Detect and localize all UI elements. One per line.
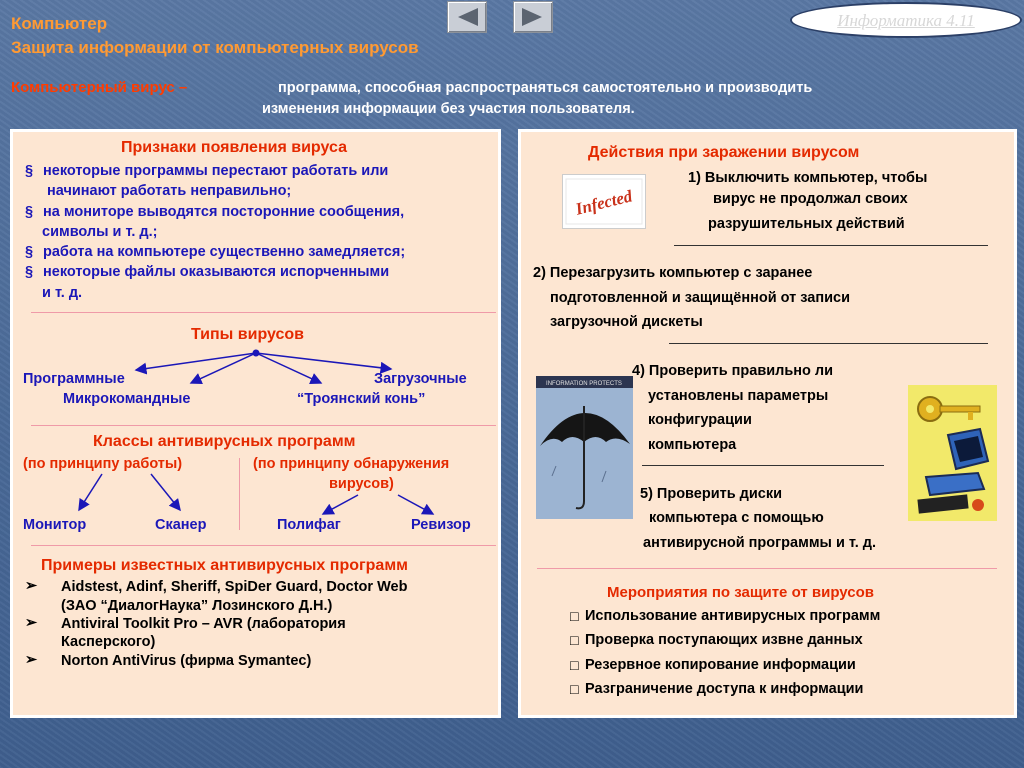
- arrow-bullet-icon: ➢: [25, 578, 38, 594]
- divider: [669, 343, 988, 344]
- list-item: некоторые файлы оказываются испорченными: [43, 264, 390, 280]
- action-step: компьютера с помощью: [649, 510, 824, 526]
- divider: [31, 425, 496, 426]
- action-step: 5) Проверить диски: [640, 486, 783, 502]
- classes-by-detection: вирусов): [329, 476, 394, 492]
- security-clipart: [908, 385, 997, 521]
- class-item: Полифаг: [277, 517, 341, 533]
- definition-term: Компьютерный вирус –: [11, 79, 188, 96]
- slide-title: Защита информации от компьютерных вирусов: [11, 38, 419, 57]
- type-item: Загрузочные: [374, 371, 467, 387]
- example-item: Norton AntiVirus (фирма Symantec): [61, 653, 312, 669]
- right-panel: [520, 131, 1015, 716]
- protection-item: Проверка поступающих извне данных: [585, 632, 863, 648]
- list-item: символы и т. д.;: [42, 224, 158, 240]
- bullet: §: [25, 264, 34, 280]
- list-item: работа на компьютере существенно замедляется;: [43, 244, 406, 260]
- type-item: Программные: [23, 371, 125, 387]
- class-item: Сканер: [155, 517, 207, 533]
- example-item: (ЗАО “ДиалогНаука” Лозинского Д.Н.): [61, 598, 333, 614]
- arrow-right-icon: [520, 6, 546, 28]
- protection-item: Резервное копирование информации: [585, 657, 856, 673]
- infected-image: [562, 174, 646, 229]
- classes-by-work: (по принципу работы): [23, 456, 183, 472]
- umbrella-image: [536, 376, 633, 519]
- action-step: подготовленной и защищённой от записи: [550, 290, 851, 306]
- example-item: Aidstest, Adinf, Sheriff, SpiDer Guard, Doctor Web: [61, 579, 408, 595]
- classes-arrows: [13, 470, 498, 520]
- definition-text: изменения информации без участия пользователя.: [262, 101, 635, 117]
- infected-stamp-icon: [563, 175, 645, 228]
- subject-badge[interactable]: [790, 2, 1022, 38]
- action-step: конфигурации: [648, 412, 752, 428]
- type-item: Микрокомандные: [63, 391, 191, 407]
- action-step: 1) Выключить компьютер, чтобы: [688, 170, 928, 186]
- example-item: Antiviral Toolkit Pro – AVR (лаборатория: [61, 616, 346, 632]
- bullet: §: [25, 204, 34, 220]
- key-computer-icon: [908, 385, 997, 521]
- action-step: разрушительных действий: [708, 216, 905, 232]
- svg-text:Infected: Infected: [573, 186, 635, 219]
- checkbox-icon: □: [570, 682, 579, 698]
- examples-title: Примеры известных антивирусных программ: [41, 557, 408, 574]
- next-slide-button[interactable]: [513, 1, 553, 33]
- list-item: и т. д.: [42, 285, 83, 301]
- signs-title: Признаки появления вируса: [121, 139, 347, 156]
- classes-by-detection: (по принципу обнаружения: [253, 456, 450, 472]
- list-item: на мониторе выводятся посторонние сообщения,: [43, 204, 405, 220]
- list-item: некоторые программы перестают работать или: [43, 163, 389, 179]
- example-item: Касперского): [61, 634, 156, 650]
- divider: [674, 245, 988, 246]
- action-step: установлены параметры: [648, 388, 829, 404]
- umbrella-icon: [536, 376, 633, 519]
- class-item: Ревизор: [411, 517, 471, 533]
- action-step: антивирусной программы и т. д.: [643, 535, 877, 551]
- action-step: 2) Перезагрузить компьютер с заранее: [533, 265, 813, 281]
- protection-item: Использование антивирусных программ: [585, 608, 881, 624]
- prev-slide-button[interactable]: [447, 1, 487, 33]
- action-step: загрузочной дискеты: [550, 314, 703, 330]
- left-panel: [12, 131, 499, 716]
- bullet: §: [25, 244, 34, 260]
- type-item: “Троянский конь”: [297, 391, 426, 407]
- action-step: компьютера: [648, 437, 737, 453]
- divider: [31, 545, 496, 546]
- arrow-bullet-icon: ➢: [25, 652, 38, 668]
- divider: [642, 465, 884, 466]
- action-step: 4) Проверить правильно ли: [632, 363, 834, 379]
- divider: [31, 312, 496, 313]
- divider: [537, 568, 997, 569]
- arrow-bullet-icon: ➢: [25, 615, 38, 631]
- classes-title: Классы антивирусных программ: [93, 433, 356, 450]
- checkbox-icon: □: [570, 633, 579, 649]
- class-item: Монитор: [23, 517, 87, 533]
- section-title: Компьютер: [11, 14, 108, 33]
- svg-text:INFORMATION PROTECTS: INFORMATION PROTECTS: [546, 381, 622, 387]
- bullet: §: [25, 163, 34, 179]
- checkbox-icon: □: [570, 658, 579, 674]
- list-item: начинают работать неправильно;: [47, 183, 292, 199]
- actions-title: Действия при заражении вирусом: [588, 144, 860, 161]
- subject-badge-label: Информатика 4.11: [837, 11, 975, 30]
- protection-title: Мероприятия по защите от вирусов: [607, 584, 874, 601]
- protection-item: Разграничение доступа к информации: [585, 681, 864, 697]
- arrow-left-icon: [454, 6, 480, 28]
- types-title: Типы вирусов: [191, 326, 305, 343]
- checkbox-icon: □: [570, 609, 579, 625]
- action-step: вирус не продолжал своих: [713, 191, 908, 207]
- definition-text: программа, способная распространяться самостоятельно и производить: [278, 80, 813, 96]
